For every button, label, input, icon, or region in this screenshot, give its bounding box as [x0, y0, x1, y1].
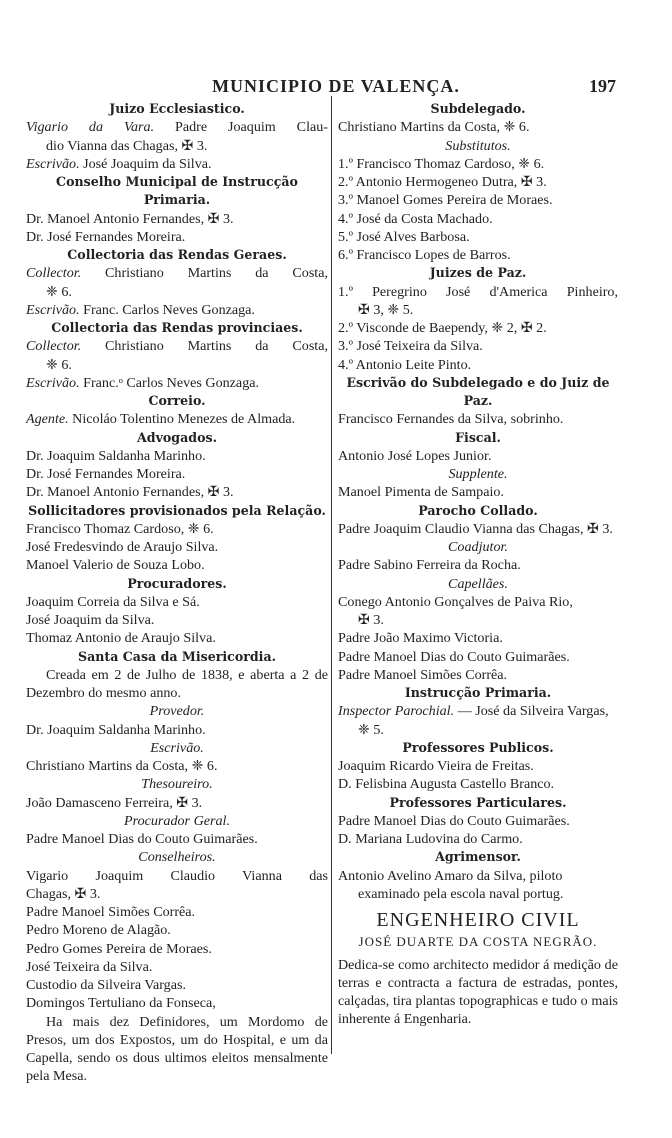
section-heading: Instrucção Primaria. — [404, 685, 552, 700]
section-heading: Subdelegado. — [430, 101, 526, 116]
text-line: Domingos Tertuliano da Fonseca, — [26, 995, 216, 1012]
section-heading: Correio. — [148, 393, 206, 408]
text-line: D. Mariana Ludovina do Carmo. — [338, 831, 523, 847]
text-line: 2.º Visconde de Baependy, ❈ 2, ✠ 2. — [338, 320, 547, 336]
text-line: Custodio da Silveira Vargas. — [26, 977, 186, 993]
text-line: Padre Manoel Dias do Couto Guimarães. — [26, 831, 258, 847]
text-line: Thomaz Antonio de Araujo Silva. — [26, 630, 216, 647]
text-line: Padre Manoel Simões Corrêa. — [26, 904, 196, 920]
text-line: 5.º José Alves Barbosa. — [338, 228, 470, 245]
section-heading: Procuradores. — [127, 575, 227, 591]
text-line: José Teixeira da Silva. — [26, 958, 153, 975]
text-line: Escrivão. Franc. Carlos Neves Gonzaga. — [26, 301, 255, 318]
page-number: 197 — [589, 76, 616, 96]
section-heading: Collectoria das Rendas provinciaes. — [51, 320, 303, 335]
text-line: Manoel Valerio de Souza Lobo. — [26, 557, 205, 574]
text-line: Manoel Pimenta de Sampaio. — [338, 484, 504, 501]
section-heading: Juizes de Paz. — [429, 265, 527, 281]
subsection-label: Coadjutor. — [448, 539, 508, 555]
text-line: Dr. Manoel Antonio Fernandes, ✠ 3. — [26, 484, 234, 501]
text-line: Collector. Christiano Martins da Costa, — [26, 338, 328, 355]
text-line: Padre Sabino Ferreira da Rocha. — [338, 557, 521, 574]
text-line: Inspector Parochial. — José da Silveira Vargas, ❈ 5. — [338, 703, 609, 738]
text-line: 1.º Peregrino José d'America Pinheiro, — [338, 283, 618, 300]
section-heading: Santa Casa da Misericordia. — [77, 648, 277, 664]
text-line: Padre João Maximo Victoria. — [338, 630, 503, 647]
section-heading: Fiscal. — [455, 429, 501, 445]
text-line: ✠ 3. — [358, 612, 384, 628]
subsection-label: Thesoureiro. — [141, 776, 213, 793]
text-line: Padre Manoel Simões Corrêa. — [338, 666, 508, 683]
text-line: Padre Manoel Dias do Couto Guimarães. — [338, 812, 570, 829]
section-heading: Conselho Municipal de Instrucção Primaria. — [56, 174, 298, 208]
text-line: 2.º Antonio Hermogeneo Dutra, ✠ 3. — [338, 174, 547, 190]
text-line: 1.º Francisco Thomaz Cardoso, ❈ 6. — [338, 155, 545, 172]
page-title: MUNICIPIO DE VALENÇA. — [212, 76, 460, 96]
text-line: Vigario Joaquim Claudio Vianna das — [26, 867, 328, 884]
text-line: D. Felisbina Augusta Castello Branco. — [338, 776, 555, 793]
right-column — [338, 100, 618, 1029]
text-line: dio Vianna das Chagas, ✠ 3. — [46, 137, 208, 154]
text-line: Padre Joaquim Claudio Vianna das Chagas, ✠ 3. — [338, 520, 613, 537]
text-line: Pedro Gomes Pereira de Moraes. — [26, 940, 212, 957]
left-column — [26, 100, 328, 1086]
text-line: Antonio Avelino Amaro da Silva, piloto examinado pela escola naval portug. — [338, 867, 564, 902]
section-heading: Agrimensor. — [435, 849, 521, 865]
text-line: Dr. José Fernandes Moreira. — [26, 466, 186, 482]
subsection-label: Provedor. — [149, 703, 205, 720]
text-line: Padre Manoel Dias do Couto Guimarães. — [338, 648, 570, 665]
subsection-label: Conselheiros. — [138, 849, 216, 866]
text-line: Dr. Joaquim Saldanha Marinho. — [26, 721, 206, 738]
text-line: ✠ 3, ❈ 5. — [358, 301, 414, 318]
subsection-label: Procurador Geral. — [124, 812, 230, 829]
section-heading: Sollicitadores provisionados pela Relação. — [28, 502, 326, 518]
section-heading: Escrivão do Subdelegado e do Juiz de Paz. — [346, 374, 610, 408]
text-line: 3.º José Teixeira da Silva. — [338, 338, 483, 355]
text-line: Joaquim Ricardo Vieira de Freitas. — [338, 758, 534, 774]
text-line: João Damasceno Ferreira, ✠ 3. — [26, 794, 203, 811]
subsection-label: Capellães. — [448, 575, 508, 592]
text-line: Christiano Martins da Costa, ❈ 6. — [26, 758, 218, 774]
text-line: 4.º Antonio Leite Pinto. — [338, 356, 472, 373]
text-line: Ha mais dez Definidores, um Mordomo de Presos, um dos Expostos, um do Hospital, e um da Capella, sendo os dous ultimos eleitos mensalmente pela Mesa. — [26, 1013, 328, 1085]
subsection-label: Supplente. — [448, 466, 508, 482]
subsection-label: Escrivão. — [150, 739, 204, 756]
subsection-label: Substitutos. — [445, 137, 511, 154]
text-line: ❈ 6. — [46, 356, 72, 373]
text-line: Collector. Christiano Martins da Costa, — [26, 265, 328, 282]
text-line: Dedica-se como architecto medidor á medição de terras e contracta a factura de estradas, pontes, calçadas, tira plantas topographicas e tudo o mais inherente á Engenharia. — [338, 956, 618, 1028]
section-heading: Advogados. — [137, 429, 217, 445]
advert-title: ENGENHEIRO CIVIL — [376, 909, 580, 931]
section-heading: Professores Particulares. — [389, 794, 567, 810]
text-line: Agente. Nicoláo Tolentino Menezes de Almada. — [26, 411, 296, 428]
advert-name: JOSÉ DUARTE DA COSTA NEGRÃO. — [358, 934, 598, 950]
section-heading: Professores Publicos. — [402, 739, 554, 755]
text-line: José Fredesvindo de Araujo Silva. — [26, 539, 219, 555]
text-line: Creada em 2 de Julho de 1838, e aberta a 2 de Dezembro do mesmo anno. — [26, 666, 328, 701]
column-divider — [331, 96, 332, 1054]
text-line: Francisco Thomaz Cardoso, ❈ 6. — [26, 520, 214, 537]
text-line: Dr. Manoel Antonio Fernandes, ✠ 3. — [26, 210, 234, 227]
text-line: 3.º Manoel Gomes Pereira de Moraes. — [338, 192, 553, 209]
text-line: José Joaquim da Silva. — [26, 612, 155, 628]
text-line: Dr. José Fernandes Moreira. — [26, 228, 186, 245]
text-line: Chagas, ✠ 3. — [26, 885, 101, 902]
text-line: Escrivão. José Joaquim da Silva. — [26, 155, 212, 172]
text-line: Dr. Joaquim Saldanha Marinho. — [26, 447, 206, 464]
text-line: ❈ 6. — [46, 283, 72, 300]
text-line: Francisco Fernandes da Silva, sobrinho. — [338, 411, 564, 428]
section-heading: Juizo Ecclesiastico. — [109, 101, 245, 116]
text-line: Antonio José Lopes Junior. — [338, 447, 492, 464]
text-line: Christiano Martins da Costa, ❈ 6. — [338, 119, 530, 136]
text-line: 6.º Francisco Lopes de Barros. — [338, 247, 511, 263]
text-line: Escrivão. Franc.ᵒ Carlos Neves Gonzaga. — [26, 374, 260, 391]
section-heading: Collectoria das Rendas Geraes. — [67, 247, 287, 262]
page-header — [0, 76, 672, 100]
text-line: Joaquim Correia da Silva e Sá. — [26, 593, 200, 610]
text-line: Pedro Moreno de Alagão. — [26, 922, 171, 939]
text-line: Vigario da Vara. Padre Joaquim Clau- — [26, 119, 328, 136]
text-line: Conego Antonio Gonçalves de Paiva Rio, — [338, 593, 573, 610]
section-heading: Parocho Collado. — [418, 502, 538, 518]
text-line: 4.º José da Costa Machado. — [338, 210, 493, 227]
